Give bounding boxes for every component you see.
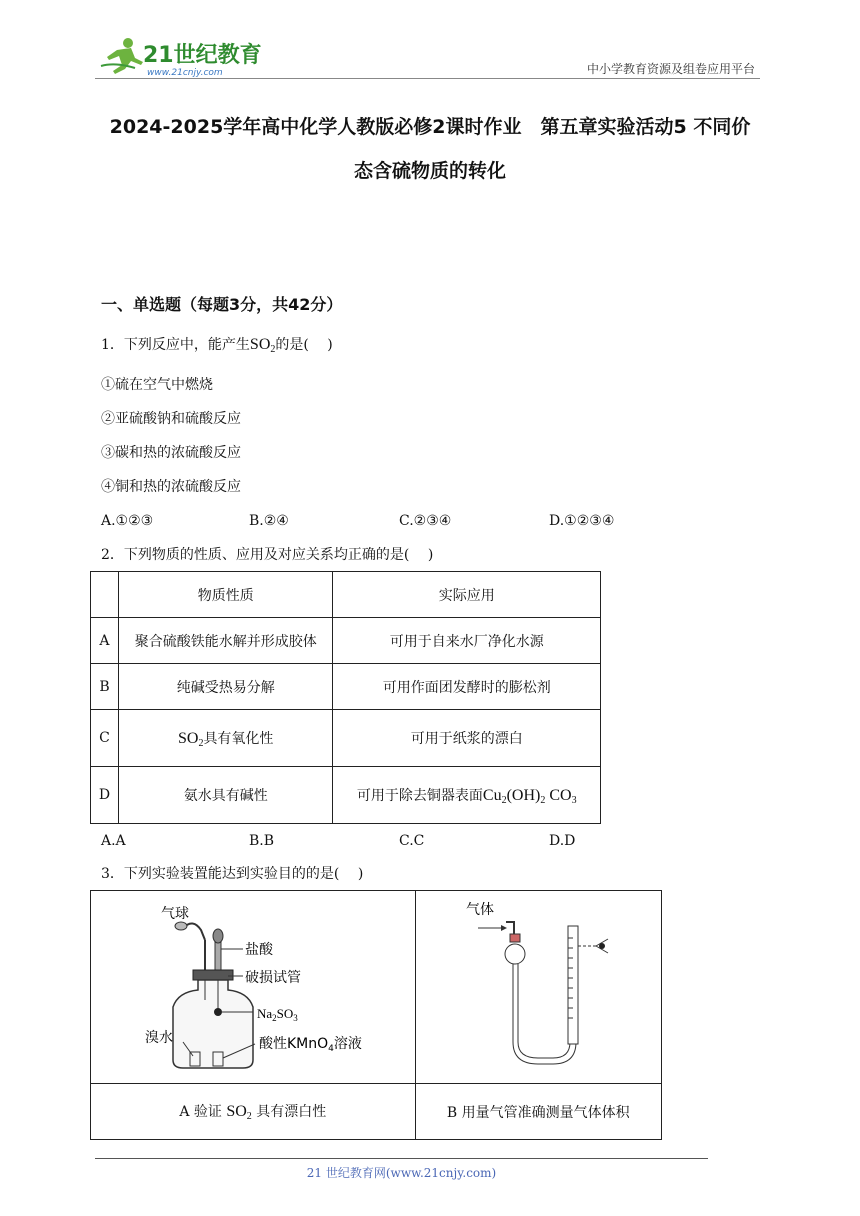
- q1-item-1: ①硫在空气中燃烧: [101, 377, 213, 393]
- q1-option-d[interactable]: D.①②③④: [549, 513, 615, 529]
- svg-text:溴水: 溴水: [144, 1030, 173, 1046]
- page-title-line1: 2024-2025学年高中化学人教版必修2课时作业 第五章实验活动5 不同价: [109, 116, 751, 138]
- header-cell-application: 实际应用: [333, 572, 601, 618]
- header-cell-property: 物质性质: [118, 572, 333, 618]
- table-row: [91, 618, 601, 664]
- svg-text:Na2SO3: $Na_2SO_3$: [256, 1006, 298, 1023]
- application-cell: 可用于除去铜器表面$Cu_2(OH)_2$ $CO_3$: [333, 767, 601, 824]
- application-cell: 可用于自来水厂净化水源: [333, 618, 601, 664]
- footer-link[interactable]: 21 世纪教育网(www.21cnjy.com): [306, 1166, 497, 1180]
- q2-option-b[interactable]: B.B: [249, 833, 275, 849]
- q2-option-c[interactable]: C.C: [399, 833, 425, 849]
- q2-table: [90, 571, 601, 824]
- q3-table: [90, 890, 662, 1140]
- page-title-line2: 态含硫物质的转化: [353, 160, 506, 182]
- property-cell: $SO_2$具有氧化性: [118, 710, 333, 767]
- table-row: [91, 767, 601, 824]
- property-cell: 聚合硫酸铁能水解并形成胶体: [118, 618, 333, 664]
- header-cell-blank: [91, 572, 119, 618]
- apparatus-b-diagram: [418, 892, 658, 1078]
- svg-text:气体: 气体: [466, 902, 495, 918]
- svg-text:破损试管: 破损试管: [244, 970, 301, 986]
- q3-stem: 3．下列实验装置能达到实验目的的是( ): [101, 866, 364, 882]
- svg-text:www.21cnjy.com: www.21cnjy.com: [147, 68, 223, 78]
- caption-b: B 用量气管准确测量气体体积: [415, 1084, 661, 1140]
- q1-option-c[interactable]: C.②③④: [399, 513, 452, 529]
- q1-item-2: ②亚硫酸钠和硫酸反应: [101, 411, 241, 427]
- application-cell: 可用作面团发酵时的膨松剂: [333, 664, 601, 710]
- apparatus-a-cell: [91, 891, 416, 1084]
- caption-a: A 验证 $SO_2$ 具有漂白性: [91, 1084, 416, 1140]
- eye-icon: [596, 939, 608, 953]
- site-logo: [95, 36, 265, 80]
- row-label: D: [91, 767, 119, 824]
- section-heading: 一、单选题（每题3分，共42分）: [101, 295, 343, 314]
- application-cell: 可用于纸浆的漂白: [333, 710, 601, 767]
- q1-option-a[interactable]: A.①②③: [101, 513, 154, 529]
- q2-option-d[interactable]: D.D: [549, 833, 576, 849]
- row-label: B: [91, 664, 119, 710]
- footer-divider: [95, 1158, 708, 1159]
- apparatus-a-diagram: [93, 892, 413, 1078]
- row-label: C: [91, 710, 119, 767]
- q1-option-b[interactable]: B.②④: [249, 513, 289, 529]
- figure-row: [91, 891, 662, 1084]
- property-cell: 氨水具有碱性: [118, 767, 333, 824]
- q1-stem: 1．下列反应中，能产生$SO_2$的是( ): [101, 336, 333, 355]
- svg-text:21世纪教育: 21世纪教育: [143, 43, 262, 68]
- q2-stem: 2．下列物质的性质、应用及对应关系均正确的是( ): [101, 547, 434, 563]
- svg-text:气球: 气球: [160, 906, 189, 922]
- table-header-row: [91, 572, 601, 618]
- property-cell: 纯碱受热易分解: [118, 664, 333, 710]
- platform-name: 中小学教育资源及组卷应用平台: [586, 62, 755, 76]
- header-divider: [95, 78, 760, 79]
- caption-row: [91, 1084, 662, 1140]
- q1-item-4: ④铜和热的浓硫酸反应: [101, 479, 241, 495]
- table-row: [91, 710, 601, 767]
- row-label: A: [91, 618, 119, 664]
- svg-text:酸性KMnO4溶液: 酸性KMnO$_4$溶液: [258, 1036, 362, 1054]
- q1-item-3: ③碳和热的浓硫酸反应: [101, 445, 241, 461]
- svg-text:盐酸: 盐酸: [244, 942, 273, 958]
- apparatus-b-cell: [415, 891, 661, 1084]
- running-figure-icon: [101, 38, 143, 74]
- table-row: [91, 664, 601, 710]
- q2-option-a[interactable]: A.A: [101, 833, 126, 849]
